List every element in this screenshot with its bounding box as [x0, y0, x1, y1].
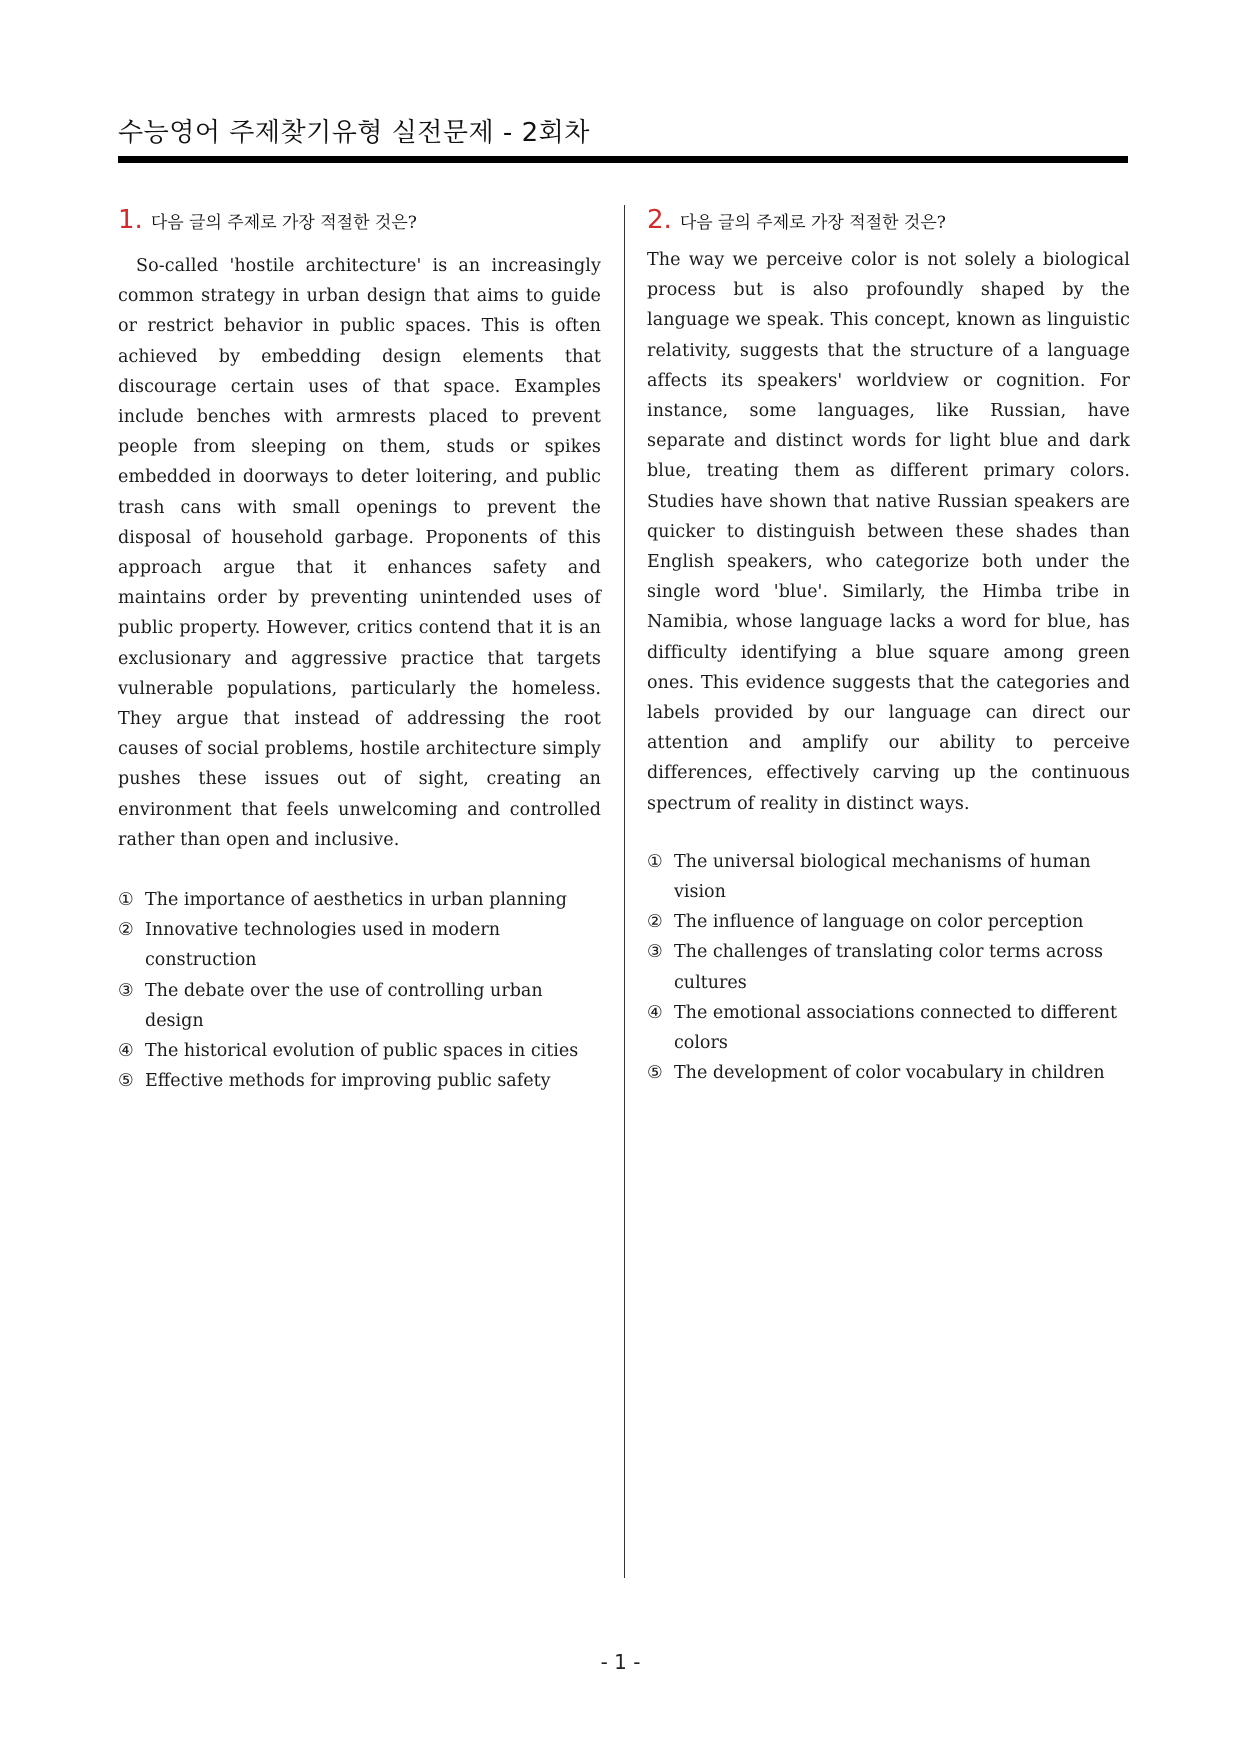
- choice-text: The influence of language on color perception: [674, 912, 1084, 933]
- question-1-choice-2[interactable]: [118, 915, 601, 975]
- question-1-header: [118, 205, 601, 235]
- choice-mark: ②: [118, 920, 134, 941]
- question-1-choice-3[interactable]: [118, 976, 601, 1036]
- choice-mark: ①: [118, 890, 134, 911]
- question-2-choice-4[interactable]: [647, 998, 1130, 1058]
- page-title: 수능영어 주제찾기유형 실전문제 - 2회차: [118, 118, 590, 148]
- choice-mark: ③: [118, 980, 134, 1001]
- choice-mark: ③: [647, 942, 663, 963]
- question-1-prompt: 다음 글의 주제로 가장 적절한 것은?: [150, 213, 417, 233]
- question-1: [118, 205, 601, 1096]
- question-2-passage: The way we perceive color is not solely a biological process but is also profoundly shaped by the language we speak. This concept, known as linguistic relativity, suggests that the structure of a language affects its speakers' worldview or cognition. For instance, some languages, like Russian, have separate and distinct words for light blue and dark blue, treating them as different primary colors. Studies have shown that native Russian speakers are quicker to distinguish between these shades than English speakers, who categorize both under the single word 'blue'. Similarly, the Himba tribe in Namibia, whose language lacks a word for blue, has difficulty identifying a blue square among green ones. This evidence suggests that the categories and labels provided by our language can direct our attention and amplify our ability to perceive differences, effectively carving up the continuous spectrum of reality in distinct ways.: [647, 250, 1130, 814]
- question-2-header: [647, 205, 1130, 235]
- question-1-choice-1[interactable]: [118, 885, 601, 915]
- question-2-prompt: 다음 글의 주제로 가장 적절한 것은?: [679, 213, 946, 233]
- question-1-choice-4[interactable]: [118, 1036, 601, 1066]
- choice-mark: ④: [647, 1002, 663, 1023]
- title-rule: [118, 156, 1128, 163]
- question-1-choices: [118, 885, 601, 1096]
- choice-text: The universal biological mechanisms of human vision: [674, 851, 1091, 903]
- choice-mark: ④: [118, 1041, 134, 1062]
- choice-text: The importance of aesthetics in urban planning: [145, 890, 567, 911]
- question-2-choices: [647, 847, 1130, 1089]
- choice-text: Effective methods for improving public safety: [145, 1071, 551, 1092]
- choice-mark: ①: [647, 851, 663, 872]
- choice-text: The debate over the use of controlling urban design: [145, 980, 543, 1031]
- question-2-number: 2.: [647, 205, 672, 235]
- choice-mark: ⑤: [118, 1071, 134, 1092]
- question-2-choice-3[interactable]: [647, 937, 1130, 997]
- page-number: - 1 -: [600, 1650, 641, 1674]
- choice-mark: ②: [647, 912, 663, 933]
- choice-text: Innovative technologies used in modern construction: [145, 920, 500, 971]
- question-1-passage: So-called 'hostile architecture' is an increasingly common strategy in urban design that aims to guide or restrict behavior in public spaces. This is often achieved by embedding design elements that discourage certain uses of that space. Examples include benches with armrests placed to prevent people from sleeping on them, studs or spikes embedded in doorways to deter loitering, and public trash cans with small openings to prevent the disposal of household garbage. Proponents of this approach argue that it enhances safety and maintains order by preventing unintended uses of public property. However, critics contend that it is an exclusionary and aggressive practice that targets vulnerable populations, particularly the homeless. They argue that instead of addressing the root causes of social problems, hostile architecture simply pushes these issues out of sight, creating an environment that feels unwelcoming and controlled rather than open and inclusive.: [118, 256, 601, 850]
- choice-text: The emotional associations connected to different colors: [674, 1002, 1118, 1054]
- choice-text: The historical evolution of public spaces in cities: [145, 1041, 579, 1062]
- question-2-choice-5[interactable]: [647, 1058, 1130, 1088]
- question-2-choice-1[interactable]: [647, 847, 1130, 907]
- question-1-number: 1.: [118, 205, 143, 235]
- choice-mark: ⑤: [647, 1063, 663, 1084]
- question-1-choice-5[interactable]: [118, 1066, 601, 1096]
- column-divider: [624, 205, 625, 1578]
- question-2-choice-2[interactable]: [647, 907, 1130, 937]
- question-2: [647, 205, 1130, 1088]
- choice-text: The challenges of translating color terms across cultures: [674, 942, 1104, 993]
- choice-text: The development of color vocabulary in children: [674, 1063, 1105, 1084]
